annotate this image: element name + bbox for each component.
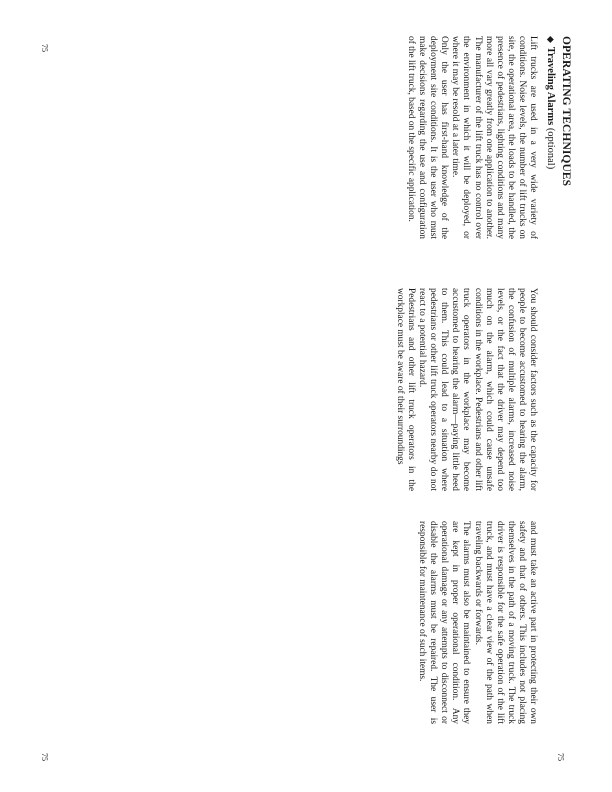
page-number-bottom: 75 [40,753,49,761]
page-number-right: 75 [556,753,565,761]
paragraph: and must take an active part in protecting their own safety and that of others. This includes not placing themselves in the path of a moving truck. The truck driver is responsible for the safe operation of the lift truck, and must have a clear view of the path when traveling backwards or forwards. [472,521,538,724]
paragraph: The alarms must also be maintained to ensure they are kept in proper operational condition. Any operational damage or any attempts to disconnect or disable the alarms must be repaired. The user is responsible for maintenance of such items. [417,521,472,724]
subsection-note: (optional) [545,127,556,170]
diamond-icon: ◆ [545,36,555,43]
subsection-title: Traveling Alarms [545,46,556,126]
paragraph: Lift trucks are used in a very wide variety of conditions. Noise levels, the number of lift trucks on site, the operational area, the loads to be handled, the presence of pedestrians, lighting conditions and many more all vary greatly from one application to another. The manufacturer of the lift truck has no control over the environment in which it will be deployed, or where it may be resold at a later time. [450,36,538,239]
section-title: OPERATING TECHNIQUES [560,36,572,187]
text-column-3 [416,521,538,724]
paragraph: Pedestrians and other lift truck operators in the workplace must be aware of their surroundings [394,288,416,491]
page-number-top: 75 [40,44,49,52]
text-column-1 [405,36,538,239]
paragraph: You should consider factors such as the capacity for people to become accustomed to hearing the alarm, the confusion of multiple alarms, increased noise levels, or the fact that the driver may depend too much on the alarm, which could cause unsafe conditions in the workplace. Pedestrians and other lift truck operators in the workplace may become accustomed to hearing the alarm—paying little heed to them. This could lead to a situation where pedestrians or other lift truck operators nearby do not react to a potential hazard. [417,288,538,491]
text-column-2 [394,288,538,491]
paragraph: Only the user has first-hand knowledge of the deployment site conditions. It is the user who must make decisions regarding the use and configuration of the lift truck, based on the specific application. [405,36,450,239]
subsection-heading [543,36,557,436]
section-header [543,36,572,436]
